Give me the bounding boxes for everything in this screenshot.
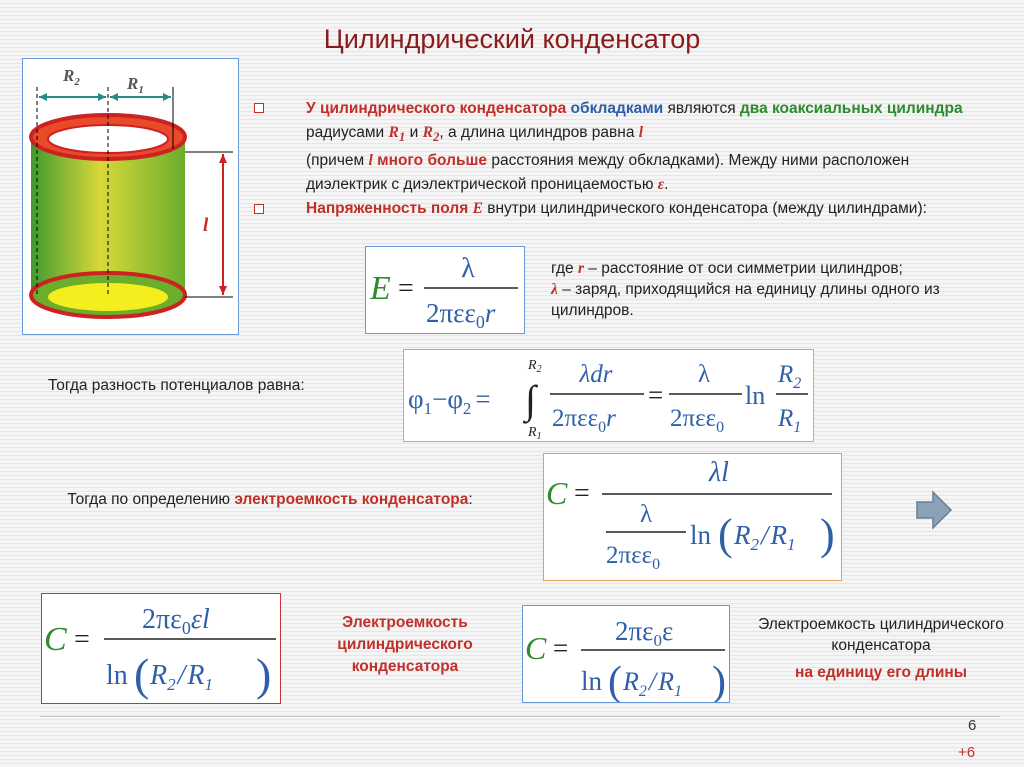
capacitance-result-formula	[41, 593, 281, 704]
capacitance-definition: Тогда по определению электроемкость конденсатора:	[67, 491, 473, 508]
bullet-marker	[254, 103, 264, 113]
svg-text:λ: λ	[639, 501, 653, 528]
svg-text:(: (	[608, 659, 622, 702]
svg-text:R2/R1: $R_2/R_1$	[150, 660, 213, 694]
svg-text:C: C	[44, 621, 67, 658]
svg-text:R2: $R_2$	[528, 358, 542, 375]
svg-text:ln: ln	[690, 520, 712, 550]
svg-text:R2: $R_2$	[778, 361, 802, 392]
svg-text:=: =	[648, 380, 664, 410]
r2-label: $R_2$	[63, 66, 80, 88]
description-paragraph: У цилиндрического конденсатора обкладками являются два коаксиальных цилиндра радиусами $R_1$ и $R_2$, а длина цилиндров равна l (причем l много больше расстояния между обкладками). Между ними расположен диэлектрик с диэлектрической проницаемостью ε.	[306, 100, 963, 194]
svg-text:2πε0εl: $2\pi\varepsilon_0\varepsilon l$	[142, 604, 210, 638]
svg-text:λdr: λdr	[579, 361, 613, 388]
svg-text:R2/R1: $R_2/R_1$	[623, 667, 683, 700]
svg-text:R2/R1: $R_2/R_1$	[734, 520, 796, 554]
bullet-marker	[254, 204, 264, 214]
field-paragraph: Напряженность поля E внутри цилиндрического конденсатора (между цилиндрами):	[306, 200, 927, 217]
potential-label: Тогда разность потенциалов равна:	[48, 377, 305, 394]
svg-text:): )	[820, 510, 835, 559]
cylinder-diagram	[23, 59, 238, 334]
svg-text:R1: $R_1$	[778, 405, 802, 436]
svg-text:φ1−φ2=: $\varphi_1-\varphi_2$ =	[408, 384, 491, 418]
capacitance-formula	[543, 453, 842, 581]
svg-text:=: =	[574, 478, 590, 509]
svg-text:=: =	[74, 624, 90, 655]
svg-text:E: E	[370, 270, 391, 307]
svg-text:R1: $R_1$	[528, 425, 542, 441]
svg-text:ln: ln	[581, 666, 603, 696]
svg-text:∫: ∫	[525, 377, 536, 422]
capacitance-per-length-formula	[522, 605, 730, 703]
svg-text:λ: λ	[697, 361, 711, 388]
field-formula	[365, 246, 525, 334]
footer-divider	[40, 716, 1000, 717]
svg-text:=: =	[398, 273, 414, 304]
per-length-caption: Электроемкость цилиндрического конденсатора на единицу его длины	[758, 616, 1004, 681]
svg-text:2πεε0: 2πεε$_0$	[606, 542, 661, 573]
svg-text:C: C	[525, 630, 547, 666]
svg-text:2πεε0: 2πεε$_0$	[670, 405, 725, 436]
svg-text:ln: ln	[745, 381, 766, 410]
svg-text:(: (	[134, 649, 150, 700]
cylinder-figure	[22, 58, 239, 335]
potential-formula	[403, 349, 814, 442]
svg-text:=: =	[553, 633, 569, 663]
capacitance-caption: Электроемкость цилиндрического конденсатора	[337, 614, 473, 675]
svg-text:λ: λ	[461, 253, 475, 284]
svg-text:2πε0ε: $2\pi\varepsilon_0\varepsilon$	[615, 616, 674, 650]
page-extra: +6	[958, 744, 976, 761]
svg-text:λl: λl	[709, 457, 729, 488]
svg-text:2πεε0r: 2πεε$_0$r	[552, 405, 616, 436]
svg-text:): )	[256, 649, 272, 700]
next-arrow-icon	[915, 490, 953, 535]
page-title: Цилиндрический конденсатор	[323, 24, 701, 54]
where-text: где r – расстояние от оси симметрии цилиндров; λ – заряд, приходящийся на единицу длины одного из цилиндров.	[551, 260, 940, 319]
svg-text:C: C	[546, 475, 568, 511]
dielectric-bottom	[48, 283, 168, 311]
svg-text:): )	[712, 659, 726, 702]
r1-label: $R_1$	[127, 74, 144, 96]
svg-text:2πεε0r: 2πεε$_0$r	[426, 298, 496, 332]
svg-text:ln: ln	[106, 660, 128, 691]
svg-text:(: (	[718, 510, 733, 559]
length-label: l	[203, 215, 209, 236]
page-number: 6	[968, 717, 977, 734]
